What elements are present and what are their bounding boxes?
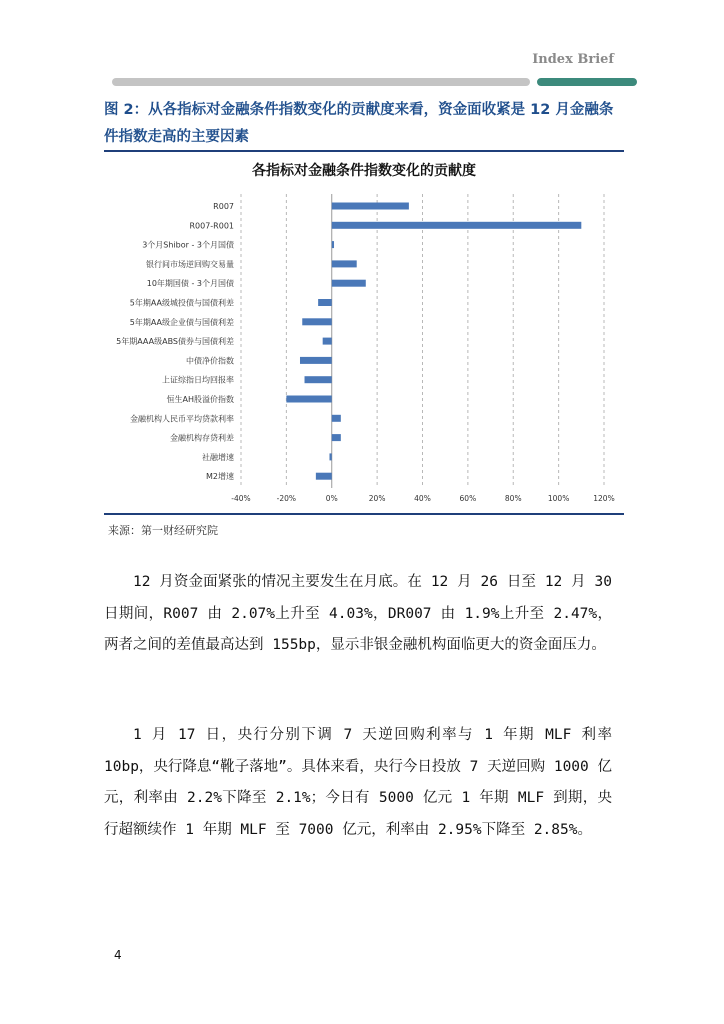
bar <box>332 203 409 210</box>
figure-source: 来源：第一财经研究院 <box>108 524 218 537</box>
contribution-bar-chart <box>104 190 624 510</box>
category-label: M2增速 <box>206 472 234 482</box>
bar <box>332 260 357 267</box>
x-tick-label: -20% <box>276 494 297 503</box>
header-accent-bar <box>537 78 637 86</box>
category-label: 中债净价指数 <box>186 356 234 366</box>
category-label: 银行间市场逆回购交易量 <box>146 259 234 269</box>
bar <box>332 415 341 422</box>
bar <box>300 357 332 364</box>
bar <box>332 280 366 287</box>
bar <box>332 241 334 248</box>
category-label: R007 <box>213 202 234 211</box>
category-label: R007-R001 <box>189 221 234 231</box>
category-label: 5年期AA级城投债与国债利差 <box>129 298 234 308</box>
figure-top-rule <box>104 150 624 152</box>
category-label: 金融机构人民币平均贷款利率 <box>130 414 234 424</box>
x-tick-label: -40% <box>231 494 251 503</box>
bar <box>332 434 341 441</box>
bar <box>329 453 331 460</box>
bar <box>323 338 332 345</box>
x-tick-label: 80% <box>504 494 522 503</box>
category-label: 金融机构存贷利差 <box>170 433 234 443</box>
x-tick-label: 20% <box>368 494 386 503</box>
figure-title: 图 2：从各指标对金融条件指数变化的贡献度来看，资金面收紧是 12 月金融条件指数走高的主要因素 <box>104 102 614 145</box>
header-divider-bar <box>112 78 530 86</box>
x-tick-label: 120% <box>593 494 615 503</box>
x-tick-label: 40% <box>414 494 431 503</box>
chart-title: 各指标对金融条件指数变化的贡献度 <box>252 163 476 179</box>
bar <box>332 222 582 229</box>
category-label: 5年期AA级企业债与国债利差 <box>129 317 234 327</box>
figure-bottom-rule <box>104 513 624 515</box>
category-label: 5年期AAA级ABS债券与国债利差 <box>116 337 234 347</box>
category-label: 10年期国债 - 3个月国债 <box>146 279 234 289</box>
x-tick-label: 60% <box>459 494 477 503</box>
body-paragraph-2: 1 月 17 日，央行分别下调 7 天逆回购利率与 1 年期 MLF 利率 10bp，央行降息“靴子落地”。具体来看，央行今日投放 7 天逆回购 1000 亿元，利率由 2.2%下降至 2.1%；今日有 5000 亿元 1 年期 MLF 到期，央行超额续作 1 年期 MLF 至 7000 亿元，利率由 2.95%下降至 2.85%。 <box>104 727 612 838</box>
category-label: 社融增速 <box>202 452 234 462</box>
body-paragraph-1: 12 月资金面紧张的情况主要发生在月底。在 12 月 26 日至 12 月 30 日期间，R007 由 2.07%上升至 4.03%，DR007 由 1.9%上升至 2.47%，两者之间的差值最高达到 155bp，显示非银金融机构面临更大的资金面压力。 <box>104 574 612 653</box>
x-tick-label: 100% <box>547 494 570 503</box>
bar <box>302 318 331 325</box>
x-tick-label: 0% <box>325 494 338 503</box>
category-label: 3个月Shibor - 3个月国债 <box>142 240 234 250</box>
header-brand: Index Brief <box>532 52 614 67</box>
page-number: 4 <box>114 948 122 962</box>
bar <box>286 396 331 403</box>
bar <box>318 299 332 306</box>
bar <box>316 473 332 480</box>
bar <box>305 376 332 383</box>
category-label: 恒生AH股溢价指数 <box>166 395 234 404</box>
category-label: 上证综指日均回报率 <box>162 375 234 385</box>
